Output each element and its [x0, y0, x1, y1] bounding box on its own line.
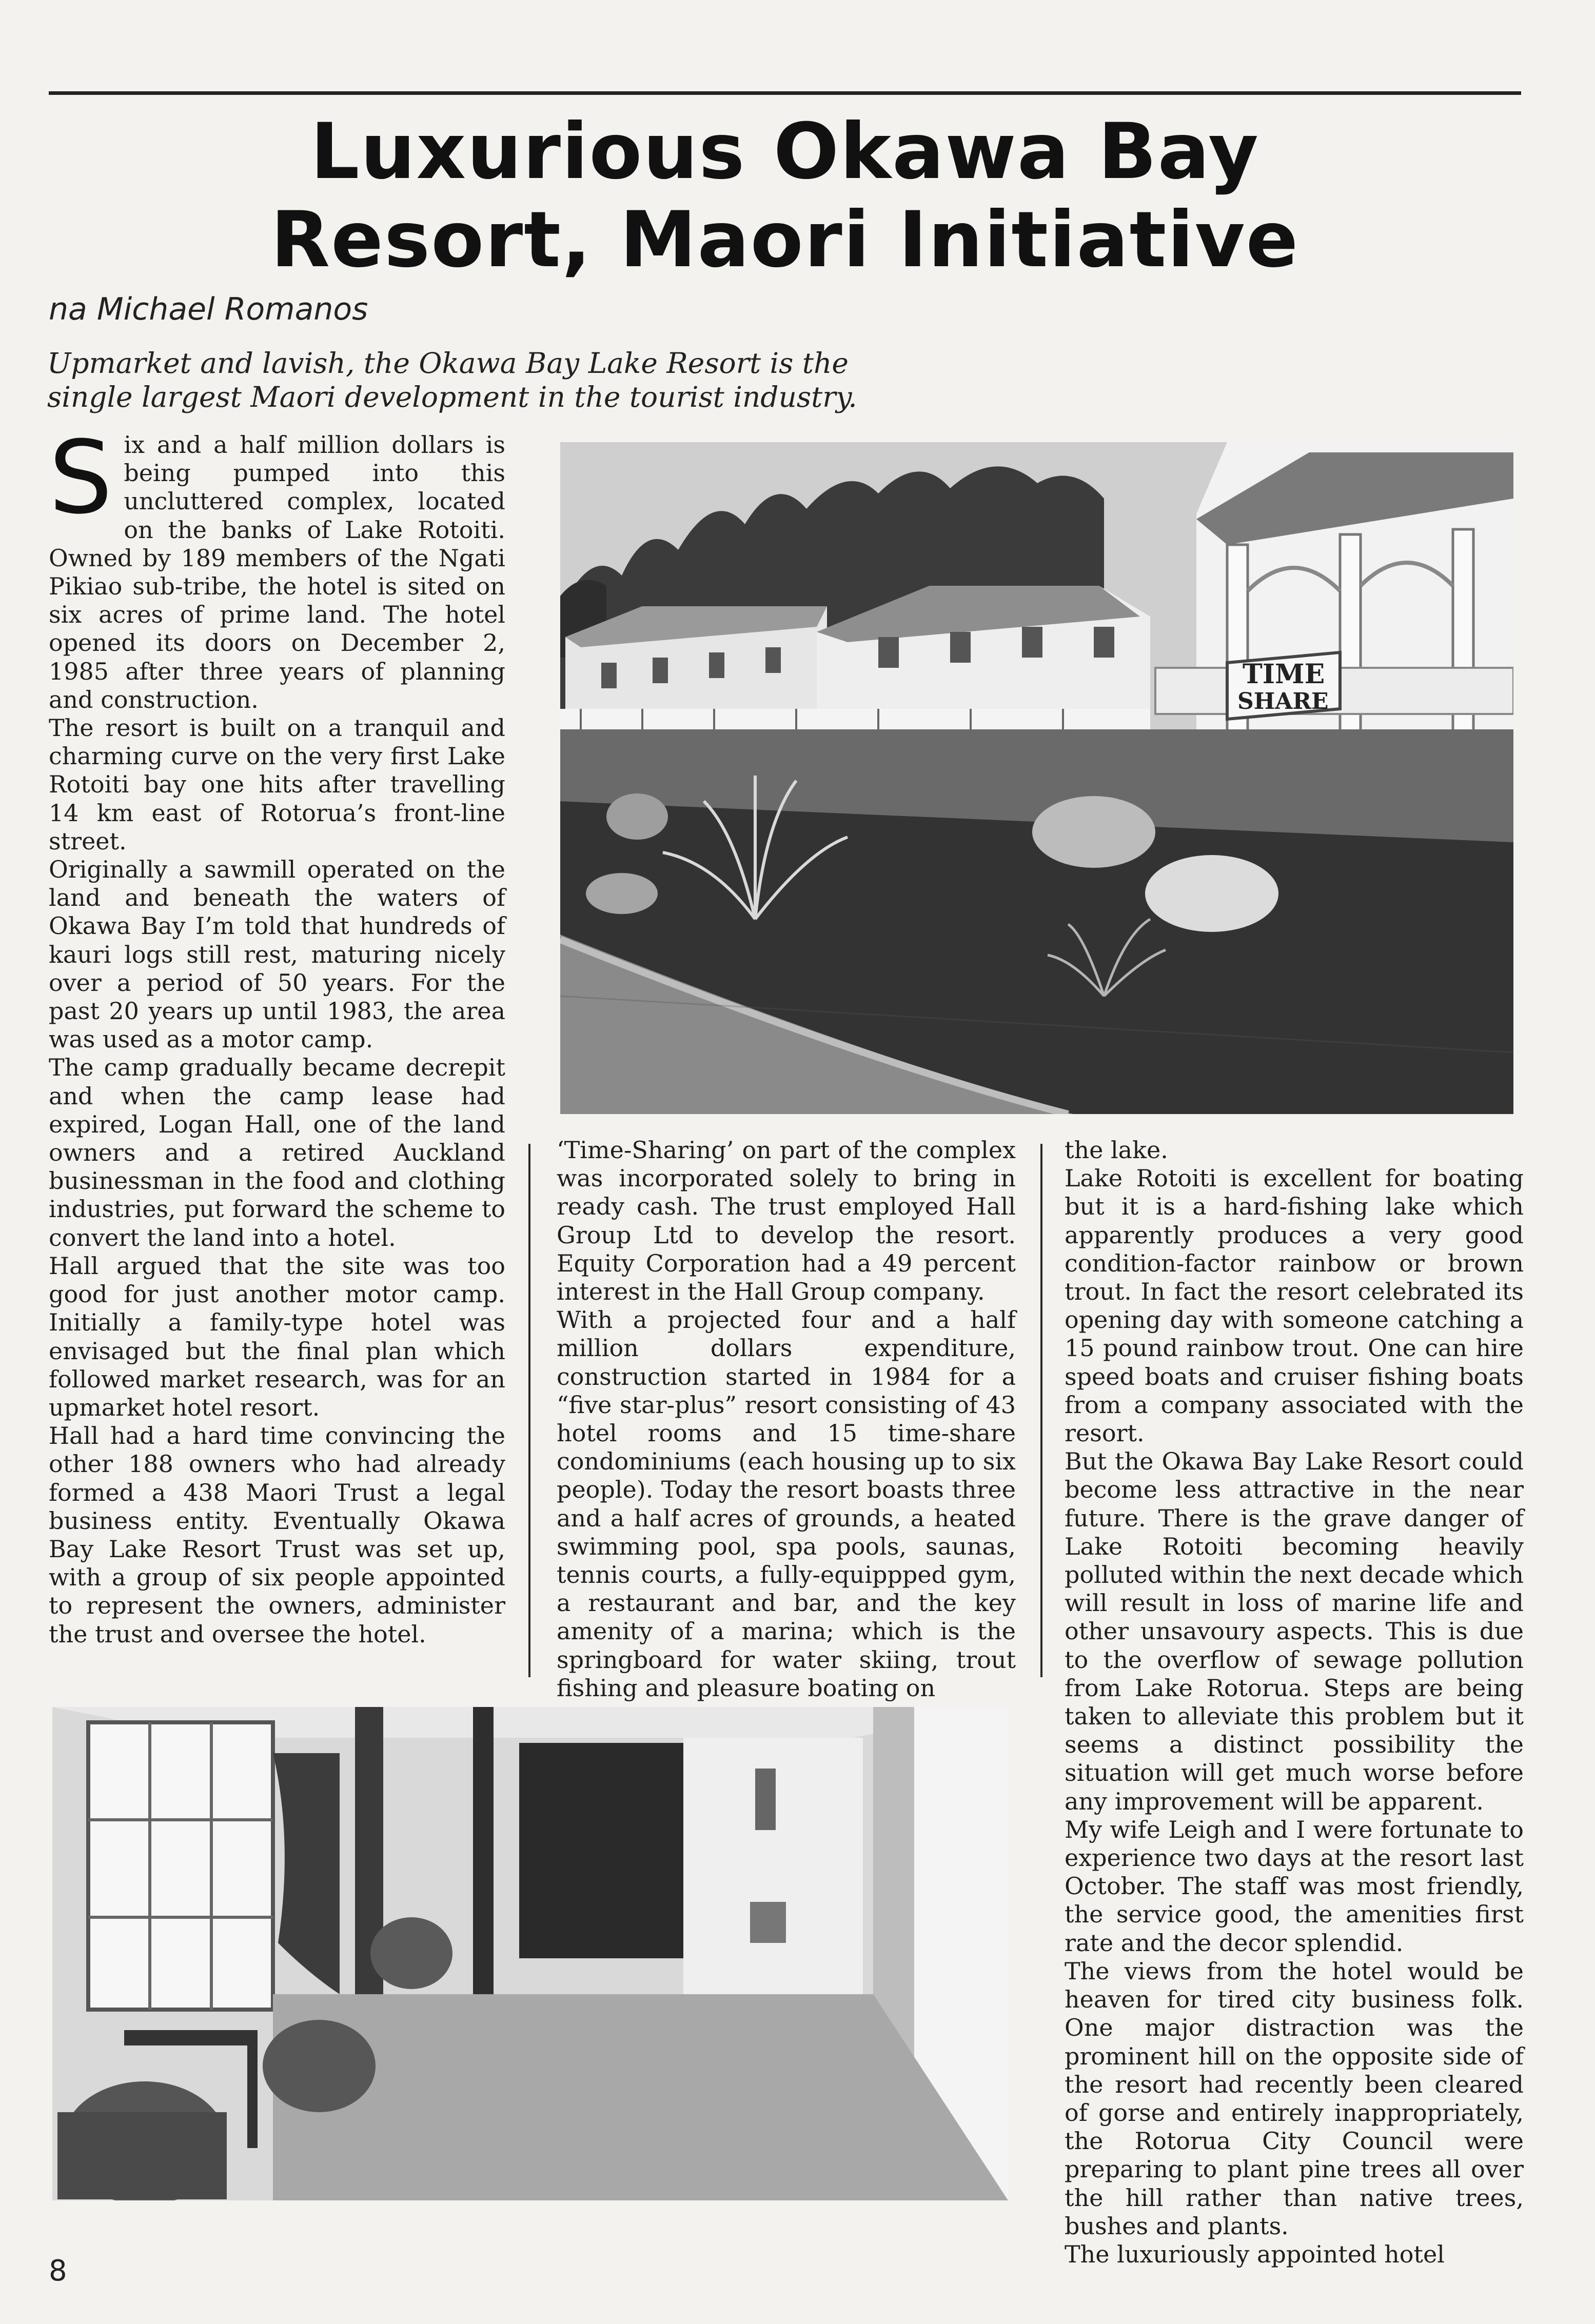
- standfirst: [47, 346, 971, 414]
- paragraph: Hall had a hard time convincing the other 188 owners who had already formed a 438 Maori Trust a legal business entity. Eventually Okawa Bay Lake Resort Trust was set up, with a group of six people appointed to represent the owners, administer the trust and oversee the hotel.: [49, 1422, 505, 1648]
- paragraph: The views from the hotel would be heaven for tired city business folk. One major distraction was the prominent hill on the opposite side of the resort had recently been cleared of gorse and entirely inappropriately, the Rotorua City Council were preparing to plant pine trees all over the hill rather than native trees, bushes and plants.: [1065, 1957, 1524, 2240]
- drop-cap: S: [49, 420, 113, 537]
- sign-line-2: SHARE: [1237, 688, 1329, 714]
- headline-line-1: Luxurious Okawa Bay: [310, 107, 1259, 196]
- paragraph: With a projected four and a half million dollars expenditure, construction started in 1984 for a “five star-plus” resort consisting of 43 hotel rooms and 15 time-share condominiums (each housing up to six people). Today the resort boasts three and a half acres of grounds, a heated swimming pool, spa pools, saunas, tennis courts, a fully-equippped gym, a restaurant and bar, and the key amenity of a marina; which is the springboard for water skiing, trout fishing and pleasure boating on: [557, 1306, 1016, 1702]
- column-rule: [528, 1144, 530, 1677]
- standfirst-line-1: Upmarket and lavish, the Okawa Bay Lake Resort is the: [47, 347, 849, 380]
- paragraph: Originally a sawmill operated on the land and beneath the waters of Okawa Bay I’m told that hundreds of kauri logs still rest, maturing nicely over a period of 50 years. For the past 20 years up until 1983, the area was used as a motor camp.: [49, 856, 505, 1054]
- byline: na Michael Romanos: [49, 291, 368, 327]
- article-column-2: [557, 1136, 1016, 1702]
- paragraph: Lake Rotoiti is excellent for boating but it is a hard-fishing lake which apparently produces a very good condition-factor rainbow or brown trout. In fact the resort celebrated its opening day with someone catching a 15 pound rainbow trout. One can hire speed boats and cruiser fishing boats from a company associated with the resort.: [1065, 1164, 1524, 1447]
- paragraph: But the Okawa Bay Lake Resort could become less attractive in the near future. There is the grave danger of Lake Rotoiti becoming heavily polluted within the next decade which will result in loss of marine life and other unsavoury aspects. This is due to the overflow of sewage pollution from Lake Rotorua. Steps are being taken to alleviate this problem but it seems a distinct possibility the situation will get much worse before any improvement will be apparent.: [1065, 1447, 1524, 1815]
- paragraph: The resort is built on a tranquil and charming curve on the very first Lake Rotoiti bay one hits after travelling 14 km east of Rotorua’s front-line street.: [49, 714, 505, 855]
- paragraph: the lake.: [1065, 1136, 1168, 1164]
- headline-line-2: Resort, Maori Initiative: [270, 195, 1299, 285]
- hotel-interior-photo: [52, 1707, 1008, 2200]
- article-column-3: [1065, 1136, 1524, 2269]
- page-number: 8: [49, 2254, 67, 2288]
- standfirst-line-2: single largest Maori development in the tourist industry.: [47, 381, 857, 413]
- paragraph: ‘Time-Sharing’ on part of the complex was incorporated solely to bring in ready cash. The trust employed Hall Group Ltd to develop the resort. Equity Corporation had a 49 percent interest in the Hall Group company.: [557, 1136, 1016, 1306]
- top-rule: [49, 91, 1521, 95]
- paragraph: Hall argued that the site was too good for just another motor camp. Initially a family-type hotel was envisaged but the final plan which followed market research, was for an upmarket hotel resort.: [49, 1252, 505, 1421]
- column-rule: [1040, 1144, 1042, 1677]
- paragraph: My wife Leigh and I were fortunate to experience two days at the resort last October. The staff was most friendly, the service good, the amenities first rate and the decor splendid.: [1065, 1815, 1524, 1957]
- paragraph: The luxuriously appointed hotel: [1065, 2240, 1445, 2268]
- headline: [49, 108, 1521, 284]
- resort-exterior-photo: [560, 442, 1513, 1114]
- paragraph: Six and a half million dollars is being pumped into this uncluttered complex, located on the banks of Lake Rotoiti. Owned by 189 members of the Ngati Pikiao sub-tribe, the hotel is sited on six acres of prime land. The hotel opened its doors on December 2, 1985 after three years of planning and construction.: [49, 420, 505, 713]
- article-column-1: [49, 420, 505, 1648]
- sign-line-1: TIME: [1243, 659, 1325, 690]
- paragraph: The camp gradually became decrepit and when the camp lease had expired, Logan Hall, one of the land owners and a retired Auckland businessman in the food and clothing industries, put forward the scheme to convert the land into a hotel.: [49, 1054, 505, 1252]
